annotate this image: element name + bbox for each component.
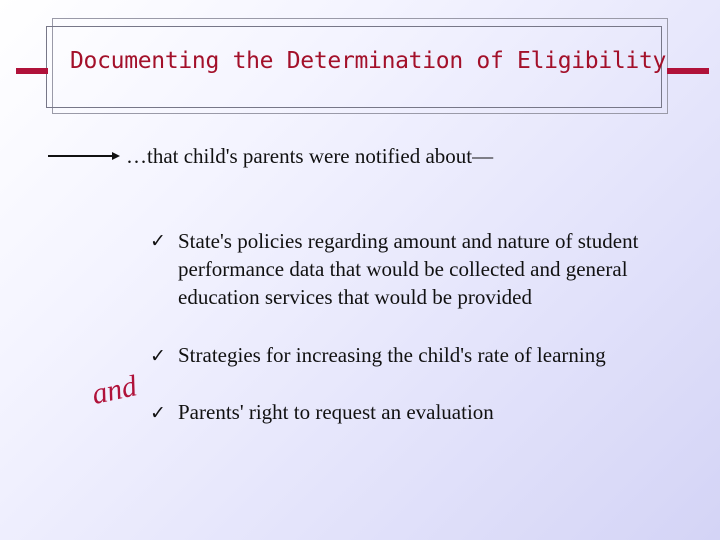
title-accent-bar-right: [667, 68, 709, 74]
checkmark-icon: ✓: [150, 346, 166, 367]
title-accent-bar-left: [16, 68, 48, 74]
checkmark-icon: ✓: [150, 403, 166, 424]
lead-statement: …that child's parents were notified about—: [126, 144, 494, 168]
list-item: Strategies for increasing the child's rate of learning: [178, 343, 606, 367]
checkmark-icon: ✓: [150, 231, 166, 252]
list-item: State's policies regarding amount and nature of student performance data that would be collected and general education services that would be provided: [178, 229, 639, 309]
and-connector-label: and: [88, 369, 140, 412]
slide-title: Documenting the Determination of Eligibility: [70, 48, 667, 74]
list-item: Parents' right to request an evaluation: [178, 400, 494, 424]
arrow-right-icon: [48, 150, 120, 162]
